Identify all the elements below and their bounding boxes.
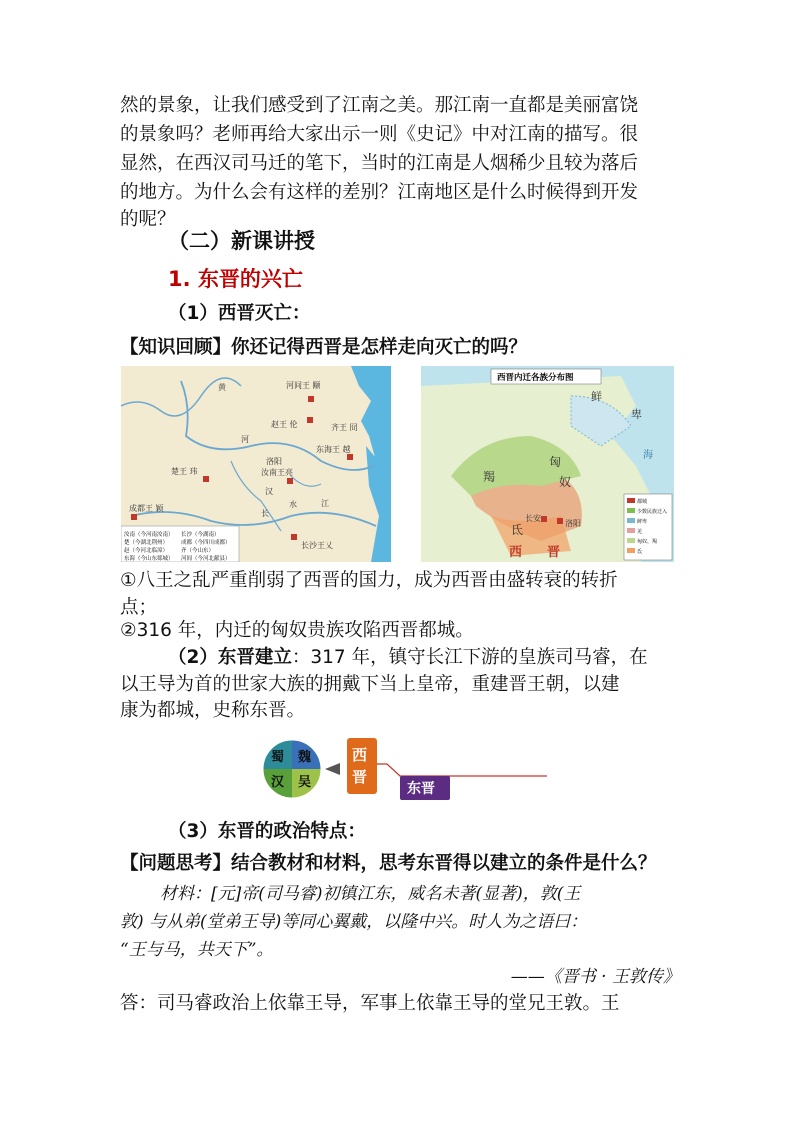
item1-title: （1）西晋灭亡： xyxy=(168,303,311,324)
map-legend-item: 汝南（今河南汝南） xyxy=(124,532,174,538)
circle-label: 魏 xyxy=(298,750,312,765)
map-label: 河 xyxy=(241,435,249,444)
map-ethnic-distribution-svg xyxy=(421,366,674,562)
point-line: ①八王之乱严重削弱了西晋的国力，成为西晋由盛转衰的转折 xyxy=(120,570,618,591)
material-source: ——《晋书 · 王敦传》 xyxy=(510,967,680,987)
west-jin-char: 西 xyxy=(352,746,368,764)
recall-tag: 【知识回顾】 xyxy=(120,337,232,358)
answer-line: 答：司马睿政治上依靠王导，军事上依靠王导的堂兄王敦。王 xyxy=(120,993,620,1014)
item2-line: 以王导为首的世家大族的拥戴下当上皇帝，重建晋王朝，以建 xyxy=(120,674,620,695)
circle-label: 汉 xyxy=(271,775,285,790)
map-label: 成都王 颖 xyxy=(129,504,164,513)
map-legend-item: 东海（今山东郯城） xyxy=(124,556,174,562)
map-label: 汉 xyxy=(265,487,273,496)
west-jin-char: 晋 xyxy=(352,768,368,786)
map-label: 海 xyxy=(643,450,653,461)
material-line: 敦) 与从弟(堂弟王导)等同心翼戴，以隆中兴。时人为之语曰： xyxy=(120,912,588,932)
item2-text: ：317 年，镇守长江下游的皇族司马睿，在 xyxy=(291,647,648,668)
map-label: 奴 xyxy=(559,475,572,489)
item2-line: 康为都城，史称东晋。 xyxy=(120,700,306,721)
think-tag: 【问题思考】 xyxy=(120,853,232,874)
section-title: （二）新课讲授 xyxy=(168,229,315,253)
map-label: 羯 xyxy=(483,470,496,484)
point-line: 点； xyxy=(120,597,158,618)
map-ethnic-distribution xyxy=(421,366,674,562)
map-label: 齐王 冏 xyxy=(331,423,358,432)
material-line: “王与马，共天下”。 xyxy=(120,940,274,960)
map-legend-item: 少数民族迁入 xyxy=(637,509,668,515)
map-label: 长沙王乂 xyxy=(301,541,333,550)
item2-line xyxy=(168,644,688,672)
intro-line: 然的景象，让我们感受到了江南之美。那江南一直都是美丽富饶 xyxy=(120,95,639,116)
intro-line: 显然，在西汉司马迁的笔下，当时的江南是人烟稀少且较为落后 xyxy=(120,153,639,174)
map-label: 水 xyxy=(289,500,297,509)
map-legend-item: 匈奴、羯 xyxy=(637,539,658,545)
item2-title: （2）东晋建立 xyxy=(168,647,292,668)
map-legend-item: 河间（今河北献县） xyxy=(181,556,231,562)
map-legend-item: 长沙（今湖南） xyxy=(181,532,220,538)
map-legend-item: 楚（今湖北荆州） xyxy=(124,540,169,546)
think-question xyxy=(120,850,657,878)
map-legend-item: 都城 xyxy=(637,499,648,505)
map-eight-princes xyxy=(121,366,391,562)
map-legend-item: 赵（今河北临漳） xyxy=(124,548,169,554)
circle-label: 蜀 xyxy=(271,750,285,765)
recall-text: 你还记得西晋是怎样走向灭亡的吗？ xyxy=(231,337,528,358)
map-label: 赵王 伦 xyxy=(271,420,298,429)
map-label: 西 xyxy=(509,545,523,560)
material-line: 材料：[元]帝(司马睿)初镇江东，威名未著(显著)，敦(王 xyxy=(160,884,581,904)
map-label: 河间王 颙 xyxy=(286,381,321,390)
map-label: 洛阳 xyxy=(266,457,282,466)
map-label: 长 xyxy=(261,509,269,518)
subsection-title: 1. 东晋的兴亡 xyxy=(168,267,303,291)
map-label: 晋 xyxy=(547,545,561,560)
map-legend-item: 鲜卑 xyxy=(637,519,648,525)
map-legend-item: 齐（今山东） xyxy=(181,548,215,554)
circle-label: 吴 xyxy=(298,775,312,790)
map-title: 西晋内迁各族分布图 xyxy=(497,373,574,383)
map-label: 卑 xyxy=(631,408,642,421)
intro-line: 的呢？ xyxy=(120,209,176,230)
map-legend-item: 羌 xyxy=(637,529,643,535)
item3-title: （3）东晋的政治特点： xyxy=(168,821,366,842)
map-legend-item: 成都（今四川成都） xyxy=(181,540,231,546)
map-label: 黄 xyxy=(218,383,226,392)
think-text: 结合教材和材料，思考东晋得以建立的条件是什么？ xyxy=(231,853,657,874)
map-label: 匈 xyxy=(549,455,562,469)
east-jin-label: 东晋 xyxy=(407,781,435,797)
map-label: 汝南王亮 xyxy=(261,468,293,477)
map-label: 江 xyxy=(321,499,329,508)
dynasty-diagram xyxy=(262,736,552,806)
map-label: 楚王 玮 xyxy=(171,467,198,476)
dynasty-diagram-svg xyxy=(262,736,552,806)
map-eight-princes-svg xyxy=(121,366,391,562)
map-label: 洛阳 xyxy=(565,519,581,528)
map-label: 东海王 越 xyxy=(316,445,351,454)
intro-line: 的景象吗？老师再给大家出示一则《史记》中对江南的描写。很 xyxy=(120,124,639,145)
intro-line: 的地方。为什么会有这样的差别？江南地区是什么时候得到开发 xyxy=(120,182,639,203)
point-line: ②316 年，内迁的匈奴贵族攻陷西晋都城。 xyxy=(120,620,474,641)
map-label: 氐 xyxy=(511,523,524,537)
recall-question xyxy=(120,334,527,362)
map-label: 鲜 xyxy=(591,390,602,403)
map-legend-item: 氐 xyxy=(637,549,643,555)
map-label: 长安 xyxy=(525,514,541,523)
